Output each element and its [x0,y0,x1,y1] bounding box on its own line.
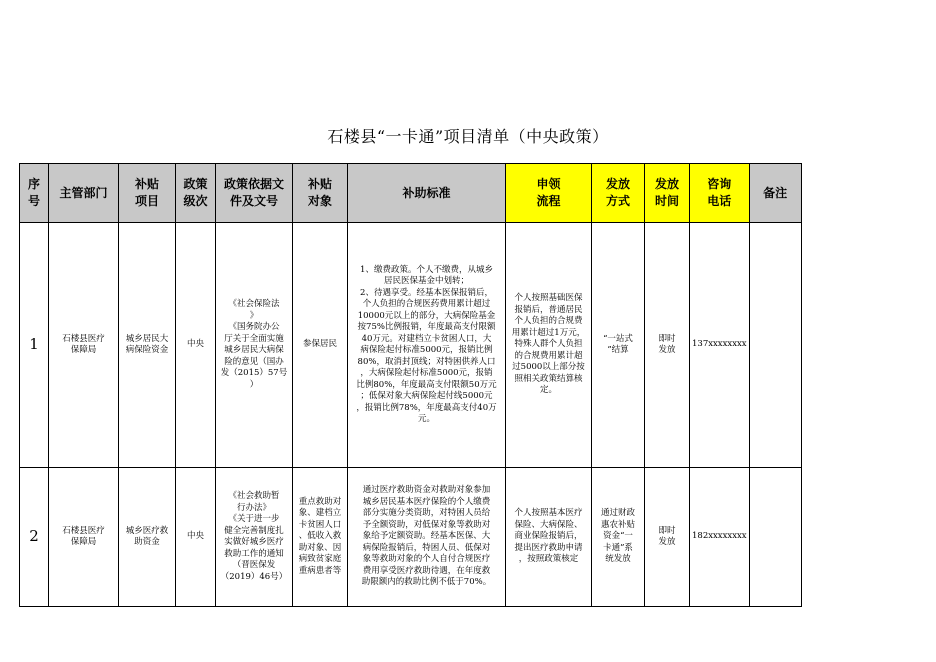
header-standard: 补助标准 [348,164,506,223]
header-project: 补贴 项目 [119,164,176,223]
row-phone: 182xxxxxxxx [690,468,750,607]
row-seq: 1 [20,223,49,468]
header-row [20,164,802,223]
row-dept: 石楼县医疗 保障局 [49,223,119,468]
row-project: 城乡医疗救 助资金 [119,468,176,607]
header-seq: 序 号 [20,164,49,223]
row-dept: 石楼县医疗 保障局 [49,468,119,607]
row-level: 中央 [176,468,216,607]
header-remark: 备注 [749,164,801,223]
row-method: “一站式 ”结算 [592,223,645,468]
row-basis: 《社会救助暂 行办法》 《关于进一步 健全完善制度扎 实做好城乡医疗 救助工作的通知 （晋医保发 （2019）46号） [216,468,293,607]
row-target: 参保居民 [293,223,348,468]
row-project: 城乡居民大 病保险资金 [119,223,176,468]
row-seq: 2 [20,468,49,607]
page-title: 石楼县“一卡通”项目清单（中央政策） [327,127,609,146]
table-row [20,468,802,607]
row-standard: 1、缴费政策。个人不缴费，从城乡 居民医保基金中划转； 2、待遇享受。经基本医保报销后， 个人负担的合规医药费用累计超过 10000元以上的部分，大病保险基金 按75%比例报销，年度最高支付限额 40万元。对建档立卡贫困人口，大 病保险起付标准5000元，报销比例 80%，取消封顶线；对特困供养人口 ，大病保险起付标准5000元，报销 比例80%，年度最高支付限额50万元 ；低保对象大病保险起付线5000元 ，报销比例78%，年度最高支付40万 元。 [348,223,506,468]
row-remark [749,468,801,607]
row-standard: 通过医疗救助资金对救助对象参加 城乡居民基本医疗保险的个人缴费 部分实施分类资助，对特困人员给 予全额资助，对低保对象等救助对 象给予定额资助。经基本医保、大 病保险报销后，特困人员、低保对 象等救助对象的个人自付合规医疗 费用享受医疗救助待遇，在年度救 助限额内的救助比例不低于70%。 [348,468,506,607]
header-process: 申领 流程 [506,164,592,223]
header-target: 补贴 对象 [293,164,348,223]
header-time: 发放 时间 [645,164,690,223]
header-basis: 政策依据文 件及文号 [216,164,293,223]
row-time: 即时 发放 [645,468,690,607]
header-dept: 主管部门 [49,164,119,223]
header-phone: 咨询 电话 [690,164,750,223]
row-time: 即时 发放 [645,223,690,468]
row-target: 重点救助对 象、建档立 卡贫困人口 、低收入救 助对象、因 病致贫家庭 重病患者等 [293,468,348,607]
row-process: 个人按照基本医疗 保险、大病保险、 商业保险报销后， 提出医疗救助申请 ，按照政策核定 [506,468,592,607]
project-table [19,163,802,607]
row-basis: 《社会保险法 》 《国务院办公 厅关于全面实施 城乡居民大病保 险的意见（国办 发（2015）57号 ） [216,223,293,468]
table-row [20,223,802,468]
row-process: 个人按照基础医保 报销后，普通居民 个人负担的合规费 用累计超过1万元， 特殊人群个人负担 的合规费用累计超 过5000以上部分按 照相关政策结算核 定。 [506,223,592,468]
row-level: 中央 [176,223,216,468]
row-method: 通过财政 惠农补贴 资金“一 卡通”系 统发放 [592,468,645,607]
header-method: 发放 方式 [592,164,645,223]
row-phone: 137xxxxxxxx [690,223,750,468]
header-level: 政策 级次 [176,164,216,223]
row-remark [749,223,801,468]
